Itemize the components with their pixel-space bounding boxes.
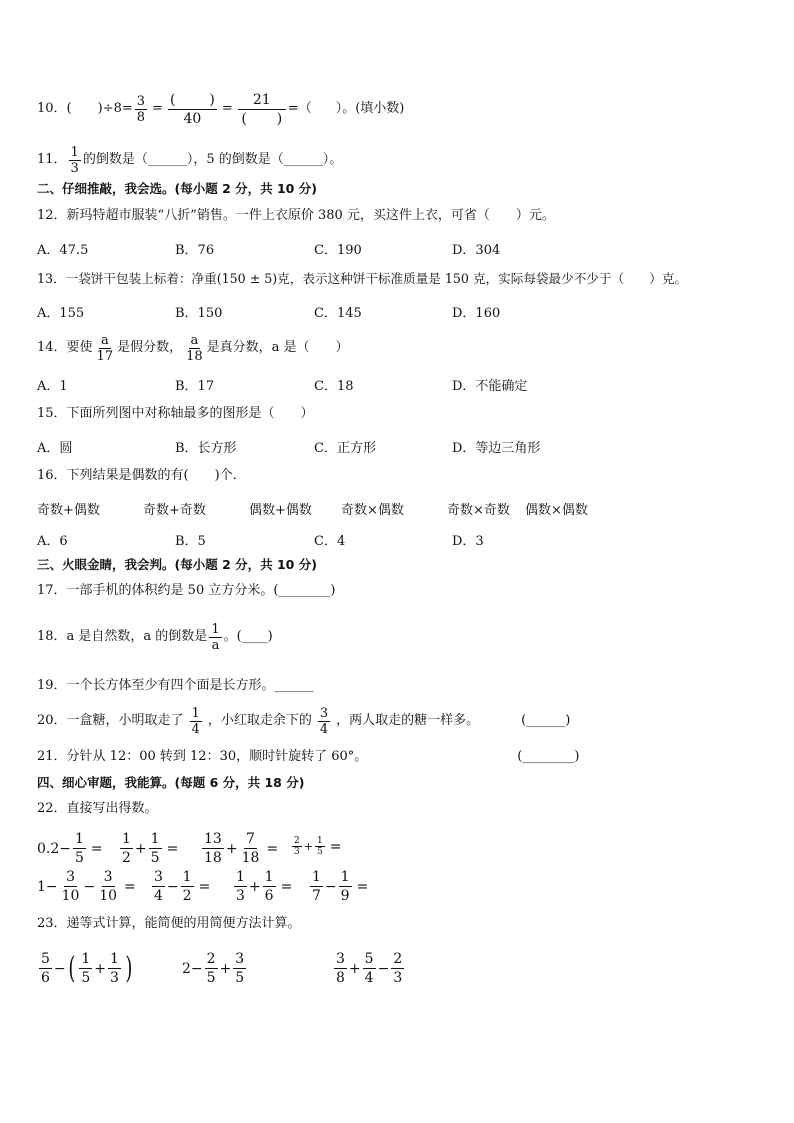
q11-fraction: $\frac{1}{3}$ [70,144,79,176]
option-a[interactable]: A．47.5 [37,243,89,258]
question-20: 20．一盒糖，小明取走了 $\frac{1}{4}$ ，小红取走余下的 $\frac{3}{4}$ ，两人取走的糖一样多。 ( ______ ) [37,705,571,737]
option-a[interactable]: A．1 [37,379,68,394]
q10-tail-b: ）。(填小数) [335,101,405,116]
section-2-heading: 二、仔细推敲，我会选。(每小题 2 分，共 10 分) [37,181,317,196]
calc-item: $\frac{2}{3}$ + $\frac{1}{5}$ = [294,836,342,857]
question-19: 19．一个长方体至少有四个面是长方形。 ______ [37,678,314,693]
expression: 奇数×奇数 [447,503,510,518]
expression: 偶数+偶数 [249,503,312,518]
calc-expression-2: 2− $\frac{2}{5}$ + $\frac{3}{5}$ [182,951,245,986]
expression: 偶数×偶数 [525,503,588,518]
question-18: 18．a 是自然数，a 的倒数是 $\frac{1}{a}$ 。( ____ ) [37,621,273,653]
option-b[interactable]: B．150 [175,306,223,321]
section-4-heading: 四、细心审题，我能算。(每题 6 分，共 18 分) [37,775,305,790]
calc-expression-3: $\frac{3}{8}$ + $\frac{5}{4}$ − $\frac{2}{3}$ [336,951,403,986]
calc-item: $\frac{1}{7}$ − $\frac{1}{9}$ = [312,869,369,904]
option-c[interactable]: C．4 [314,534,346,549]
question-10: 10．( )÷8= $\frac{3}{8}$ = $\frac{( )}{40}$ = $\frac{21}{( )}$ =（ ）。(填小数) [37,91,405,127]
option-d[interactable]: D．等边三角形 [452,441,541,456]
option-c[interactable]: C．190 [314,243,362,258]
q18-fraction: $\frac{1}{a}$ [211,621,220,653]
answer-blank[interactable]: ________ [522,749,575,764]
section-3-heading: 三、火眼金睛，我会判。(每小题 2 分，共 10 分) [37,557,317,572]
answer-blank[interactable]: ______ [283,152,323,167]
q10-tail-a: =（ [287,101,312,116]
calc-item: $\frac{13}{18}$ + $\frac{7}{18}$ = [204,831,279,866]
q20-fraction-1: $\frac{1}{4}$ [191,705,200,737]
question-12: 12．新玛特超市服装“八折”销售。一件上衣原价 380 元，买这件上衣，可省（ ）元。 [37,208,555,223]
option-b[interactable]: B．5 [175,534,206,549]
option-b[interactable]: B．76 [175,243,215,258]
answer-blank[interactable]: ______ [274,678,314,693]
option-a[interactable]: A．155 [37,306,85,321]
option-b[interactable]: B．17 [175,379,215,394]
answer-blank[interactable]: ______ [526,713,566,728]
question-22: 22．直接写出得数。 [37,801,158,816]
calc-item: 0.2− $\frac{1}{5}$ = [37,831,103,866]
q10-lead: 10．( [37,101,72,116]
calc-item: $\frac{1}{3}$ + $\frac{1}{6}$ = [236,869,293,904]
question-16: 16．下列结果是偶数的有( )个． [37,468,246,483]
q14-fraction-2: $\frac{a}{18}$ [186,332,203,364]
q10-fraction-2: $\frac{( )}{40}$ [169,91,215,127]
calc-item: 1− $\frac{3}{10}$ − $\frac{3}{10}$ = [37,869,136,904]
q10-mid: )÷8= [97,101,133,116]
option-b[interactable]: B．长方形 [175,441,237,456]
q10-fraction-3: $\frac{21}{( )}$ [238,91,286,128]
q10-fraction-1: $\frac{3}{8}$ [136,93,146,125]
option-a[interactable]: A．圆 [37,441,73,456]
option-c[interactable]: C．正方形 [314,441,376,456]
option-c[interactable]: C．18 [314,379,354,394]
answer-blank[interactable]: ________ [278,583,331,598]
q10-gap [72,101,98,117]
option-c[interactable]: C．145 [314,306,362,321]
q14-fraction-1: $\frac{a}{17}$ [96,332,114,364]
calc-item: $\frac{1}{2}$ + $\frac{1}{5}$ = [122,831,179,866]
answer-blank[interactable]: ______ [147,152,187,167]
question-17: 17．一部手机的体积约是 50 立方分米。( ________ ) [37,583,336,598]
expression: 奇数+奇数 [143,503,206,518]
option-d[interactable]: D．304 [452,243,501,258]
option-d[interactable]: D．160 [452,306,501,321]
q20-fraction-2: $\frac{3}{4}$ [319,705,329,737]
question-14: 14．要使 $\frac{a}{17}$ 是假分数， $\frac{a}{18}$ 是真分数，a 是（ ） [37,332,349,364]
option-a[interactable]: A．6 [37,534,68,549]
question-15: 15．下面所列图中对称轴最多的图形是（ ） [37,406,314,421]
expression: 奇数×偶数 [341,503,404,518]
question-11: 11． $\frac{1}{3}$ 的倒数是（ ______ ），5 的倒数是（ ______ ）。 [37,144,343,176]
question-23: 23．递等式计算，能简便的用简便方法计算。 [37,916,301,931]
option-d[interactable]: D．不能确定 [452,379,528,394]
calc-item: $\frac{3}{4}$ − $\frac{1}{2}$ = [154,869,211,904]
answer-blank[interactable]: ____ [241,629,268,644]
question-13: 13．一袋饼干包装上标着：净重(150 ± 5)克，表示这种饼干标准质量是 150 克，实际每袋最少不少于（ ）克。 [37,271,688,286]
option-d[interactable]: D．3 [452,534,484,549]
calc-expression-1: $\frac{5}{6}$ − ( $\frac{1}{5}$ + $\frac{1}{3}$ ) [41,950,133,986]
question-21: 21．分针从 12：00 转到 12：30，顺时针旋转了 60°。 ( ________ ) [37,749,580,764]
expression: 奇数+偶数 [37,503,100,518]
